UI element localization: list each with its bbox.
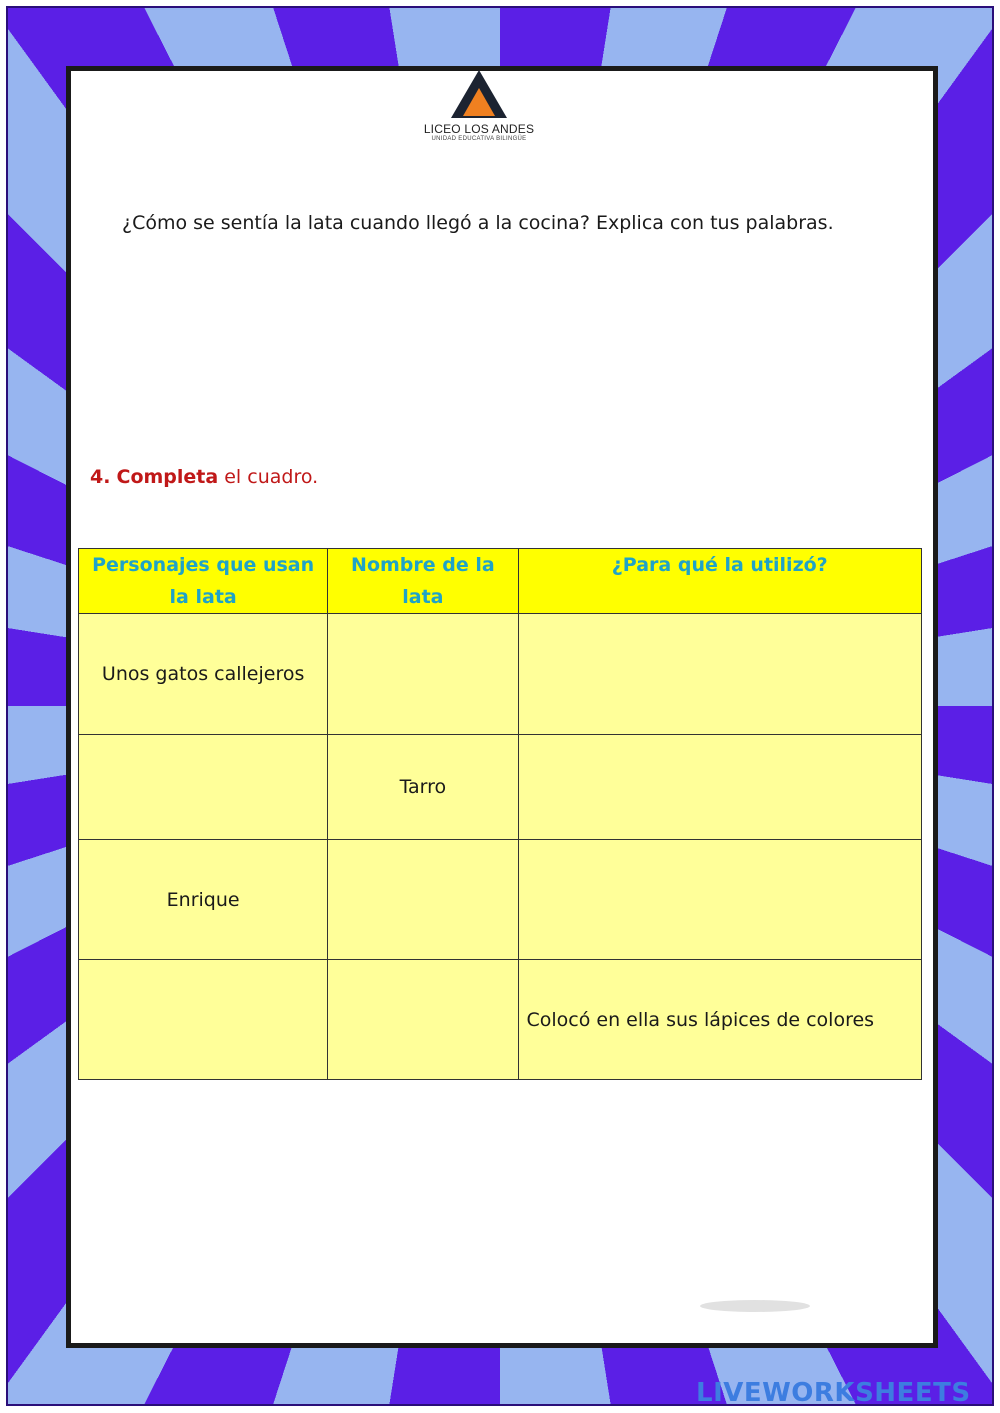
table-cell: Tarro (328, 735, 518, 840)
answer-cell[interactable] (79, 735, 328, 840)
school-logo (418, 68, 540, 152)
table-cell: Colocó en ella sus lápices de colores (518, 960, 922, 1080)
scan-smudge (700, 1300, 810, 1312)
header-purpose: ¿Para qué la utilizó? (518, 549, 922, 614)
school-name: LICEO LOS ANDES (423, 122, 535, 136)
answer-cell[interactable] (518, 840, 922, 960)
table-cell: Enrique (79, 840, 328, 960)
table-header-row (79, 549, 922, 614)
answer-cell[interactable] (518, 614, 922, 735)
header-characters: Personajes que usan la lata (79, 549, 328, 614)
school-subtitle: UNIDAD EDUCATIVA BILINGÜE (431, 136, 527, 142)
task-instruction (90, 466, 318, 488)
question-text: ¿Cómo se sentía la lata cuando llegó a la cocina? Explica con tus palabras. (122, 212, 834, 234)
table-row (79, 840, 922, 960)
task-rest: el cuadro. (218, 466, 319, 488)
answer-cell[interactable] (79, 960, 328, 1080)
task-verb: Completa (116, 466, 219, 488)
character-table (78, 548, 922, 1080)
liveworksheets-watermark: LIVEWORKSHEETS (696, 1378, 971, 1408)
table-row (79, 614, 922, 735)
answer-cell[interactable] (518, 735, 922, 840)
answer-cell[interactable] (328, 614, 518, 735)
table-row (79, 960, 922, 1080)
mountain-logo-icon (449, 68, 509, 120)
task-number: 4. (90, 466, 111, 488)
table-row (79, 735, 922, 840)
table-cell: Unos gatos callejeros (79, 614, 328, 735)
answer-cell[interactable] (328, 840, 518, 960)
header-can-name: Nombre de la lata (328, 549, 518, 614)
answer-cell[interactable] (328, 960, 518, 1080)
